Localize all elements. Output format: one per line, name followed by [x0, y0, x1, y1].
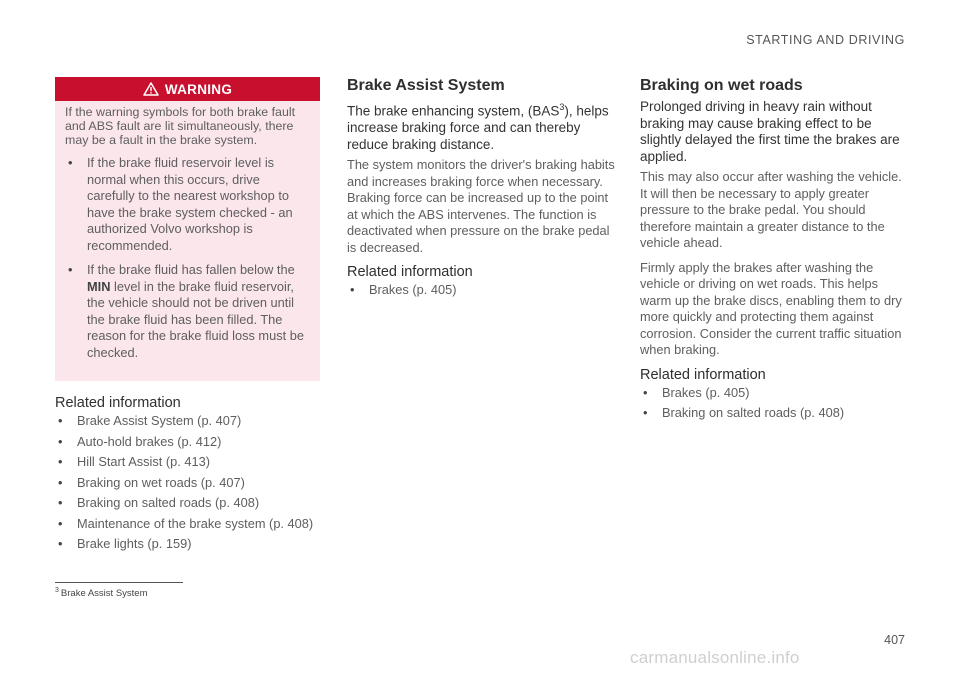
page-number: 407	[884, 633, 905, 647]
related-list	[55, 413, 320, 553]
warning-header	[55, 77, 320, 101]
related-link[interactable]: • Brakes (p. 405)	[347, 282, 615, 299]
related-info-title: Related information	[55, 395, 181, 411]
related-info-title: Related information	[640, 366, 766, 383]
footnote-divider	[55, 582, 183, 583]
related-link[interactable]: • Maintenance of the brake system (p. 408)	[55, 516, 320, 533]
section-body-2: Firmly apply the brakes after washing the vehicle or driving on wet roads. This helps warm up the brake discs, enabling them to dry more quickly and protecting them against corrosion. Consider the current traffic situation when braking.	[640, 259, 902, 357]
related-link[interactable]: • Brakes (p. 405)	[640, 385, 906, 402]
section-intro: Prolonged driving in heavy rain without braking may cause braking effect to be slightly delayed the first time the brakes are applied.	[640, 99, 900, 164]
min-label: MIN	[87, 278, 111, 294]
section-title-wet-roads: Braking on wet roads	[640, 77, 803, 94]
related-link[interactable]: • Braking on wet roads (p. 407)	[55, 475, 320, 492]
section-body-1: This may also occur after washing the vehicle. It will then be necessary to apply greater pressure to the brake pedal. You should therefore maintain a greater distance to the vehicle ahead.	[640, 169, 902, 250]
warning-intro: If the warning symbols for both brake fault and ABS fault are lit simultaneously, there may be a fault in the brake system.	[65, 105, 296, 147]
warning-bullet-1: • If the brake fluid reservoir level is normal when this occurs, drive carefully to the nearest workshop to have the brake system checked - an authorized Volvo workshop is recommended.	[65, 155, 310, 254]
related-link[interactable]: • Brake lights (p. 159)	[55, 536, 320, 553]
column-left	[55, 77, 320, 557]
related-info-title: Related information	[347, 264, 473, 280]
warning-body	[55, 101, 320, 381]
related-link[interactable]: • Braking on salted roads (p. 408)	[55, 495, 320, 512]
related-link[interactable]: • Hill Start Assist (p. 413)	[55, 454, 320, 471]
footnote: $^3$ Brake Assist System	[55, 587, 148, 600]
warning-bullet-2: • If the brake fluid has fallen below the MIN level in the brake fluid reservoir, the vehicle should not be driven until the brake fluid has been filled. The reason for the brake fluid loss must be checked.	[65, 262, 310, 361]
section-body: The system monitors the driver's braking habits and increases braking force when necessary. Braking force can be increased up to the point at which the ABS intervenes. The function is deactivated when pressure on the brake pedal is decreased.	[347, 157, 615, 255]
column-right	[640, 77, 906, 426]
related-link[interactable]: • Braking on salted roads (p. 408)	[640, 405, 906, 422]
watermark: carmanualsonline.info	[630, 648, 800, 667]
related-link[interactable]: • Brake Assist System (p. 407)	[55, 413, 320, 430]
column-middle	[347, 77, 615, 303]
section-title-brake-assist: Brake Assist System	[347, 77, 505, 94]
footnote-ref: 3	[559, 102, 565, 112]
page-section-header: STARTING AND DRIVING	[746, 33, 905, 47]
section-intro: The brake enhancing system, (BAS$^3$), helps increase braking force and can thereby reduce braking distance.	[347, 102, 609, 152]
warning-list	[65, 155, 310, 361]
related-list	[640, 385, 906, 422]
warning-box	[55, 77, 320, 381]
related-list	[347, 282, 615, 299]
warning-title: WARNING	[164, 81, 233, 97]
related-link[interactable]: • Auto-hold brakes (p. 412)	[55, 434, 320, 451]
warning-triangle-icon	[143, 82, 159, 96]
